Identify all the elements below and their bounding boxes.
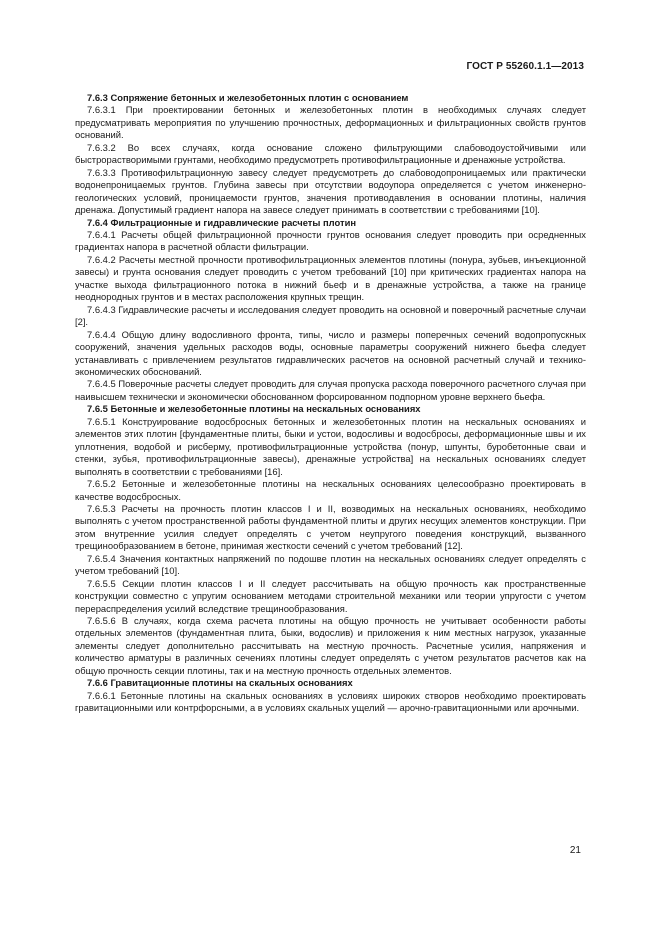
section-heading: 7.6.4 Фильтрационные и гидравлические расчеты плотин: [87, 216, 357, 228]
paragraph: 7.6.4.4 Общую длину водосливного фронта, типы, число и размеры поперечных сечений водопропускных сооружений, значения удельных расходов воды, основные параметры сооружений нижнего бьефа следует устанавливать с привлечением результатов гидравлических расчетов на основной расчетный случай и технико-экономических обоснований.: [75, 328, 586, 377]
paragraph: 7.6.5.3 Расчеты на прочность плотин классов I и II, возводимых на нескальных основаниях, необходимо выполнять с учетом пространственной работы фундаментной плиты и других несущих элементов конструкции. При этом внутренние усилия следует определять с учетом неупругого поведения конструкций, вызванного трещинообразованием в бетоне, принимая жесткости сечений с учетом требований [12].: [75, 502, 586, 552]
section-heading: 7.6.5 Бетонные и железобетонные плотины на нескальных основаниях: [87, 403, 421, 415]
paragraph: 7.6.5.2 Бетонные и железобетонные плотины на нескальных основаниях целесообразно проектировать в качестве водосбросных.: [75, 478, 586, 502]
paragraph: 7.6.5.1 Конструирование водосбросных бетонных и железобетонных плотин на нескальных основаниях и элементов этих плотин [фундаментные плиты, быки и устои, водосливы и водосбросы, деформационные швы и их уплотнения, водобой и рисберму, противофильтрационные устройства (понур, шпунты, буробетонные сваи и стенки, зубья, противофильтрационные завесы), дренажные устройства] на нескальных основаниях следует выполнять в соответствии с требованиями [16].: [75, 415, 586, 477]
page-number: 21: [569, 845, 581, 856]
section-heading: 7.6.3 Сопряжение бетонных и железобетонных плотин с основанием: [87, 92, 409, 103]
paragraph: 7.6.3.1 При проектировании бетонных и железобетонных плотин в необходимых случаях следует предусматривать мероприятия по улучшению прочностных, деформационных и фильтрационных свойств грунтов оснований.: [75, 104, 586, 141]
paragraph: 7.6.3.3 Противофильтрационную завесу следует предусмотреть до слабоводопроницаемых или практически водонепроницаемых грунтов. Глубина завесы при отсутствии водоупора определяется с учетом инженерно-геологических условий, проницаемости грунтов, значения противодавления в основании плотины, наличия дренажа. Допустимый градиент напора на завесе следует принимать в соответствии с требованиями [10].: [75, 166, 586, 216]
paragraph: 7.6.4.1 Расчеты общей фильтрационной прочности грунтов основания следует проводить при осредненных градиентах напора в расчетной области фильтрации.: [75, 228, 586, 253]
paragraph: 7.6.6.1 Бетонные плотины на скальных основаниях в условиях широких створов необходимо проектировать гравитационными или контрфорсными, а в условиях скальных ущелий — арочно-гравитационными или арочными.: [75, 689, 586, 714]
document-code: ГОСТ Р 55260.1.1—2013: [466, 61, 584, 72]
paragraph: 7.6.5.4 Значения контактных напряжений по подошве плотин на нескальных основаниях следует определять с учетом требований [10].: [75, 552, 586, 577]
paragraph: 7.6.5.6 В случаях, когда схема расчета плотины на общую прочность не учитывает особенности работы отдельных элементов (фундаментная плита, быки, водослив) и приложения к ним местных нагрузок, указанные элементы следует дополнительно рассчитывать на местную прочность. Расчетные усилия, напряжения и количество арматуры в различных сечениях плотины следует определять с учетом результатов расчетов как на общую прочность секции плотины, так и на местную прочность отдельных элементов.: [75, 615, 586, 676]
paragraph: 7.6.5.5 Секции плотин классов I и II следует рассчитывать на общую прочность как пространственные конструкции совместно с упругим основанием методами строительной механики или теории упругости с учетом перераспределения усилий вследствие трещинообразования.: [75, 577, 586, 614]
paragraph: 7.6.4.5 Поверочные расчеты следует проводить для случая пропуска расхода поверочного расчетного случая при наивысшем технически и экономически обоснованном форсированном подпорном уровне верхнего бьефа.: [75, 378, 586, 402]
paragraph: 7.6.3.2 Во всех случаях, когда основание сложено фильтрующими слабоводоустойчивыми или быстрорастворимыми грунтами, необходимо предусмотреть противофильтрационные и дренажные устройства.: [75, 141, 586, 166]
document-body: [75, 92, 586, 715]
section-heading: 7.6.6 Гравитационные плотины на скальных основаниях: [87, 677, 353, 689]
paragraph: 7.6.4.2 Расчеты местной прочности противофильтрационных элементов плотины (понура, зубьев, инъекционной завесы) и грунта основания следует проводить с учетом требований [10] при критических градиентах напора на участке выхода фильтрационного потока в нижний бьеф и в дренажные устройства, а также на границе неоднородных грунтов и в местах расположения крупных трещин.: [75, 253, 586, 303]
paragraph: 7.6.4.3 Гидравлические расчеты и исследования следует проводить на основной и поверочный расчетные случаи [2].: [75, 303, 586, 328]
